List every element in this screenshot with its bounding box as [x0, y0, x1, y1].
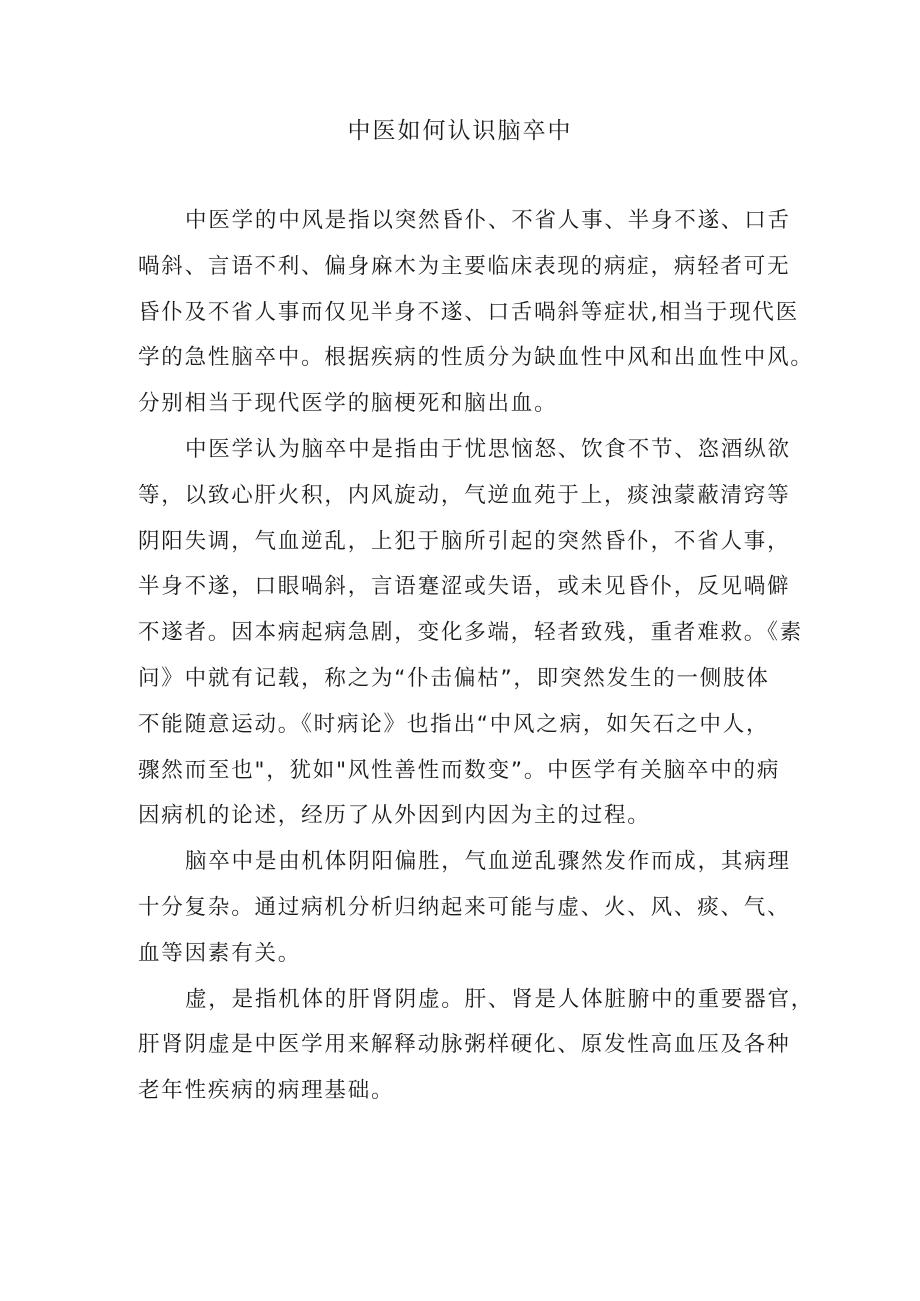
text-line: 中医学认为脑卒中是指由于忧思恼怒、饮食不节、恣酒纵欲	[185, 436, 791, 462]
text-line: 老年性疾病的病理基础。	[138, 1078, 395, 1104]
text-line: 因病机的论述，经历了从外因到内因为主的过程。	[138, 803, 651, 829]
text-line: 阴阳失调，气血逆乱，上犯于脑所引起的突然昏仆，不省人事，	[138, 528, 791, 554]
text-line: 十分复杂。通过病机分析归纳起来可能与虚、火、风、痰、气、	[138, 894, 791, 920]
text-line: 脑卒中是由机体阴阳偏胜，气血逆乱骤然发作而成，其病理	[185, 849, 791, 875]
text-line: 分别相当于现代医学的脑梗死和脑出血。	[138, 391, 558, 417]
text-line: 中医学的中风是指以突然昏仆、不省人事、半身不遂、口舌	[185, 208, 791, 233]
text-line: 虚，是指机体的肝肾阴虚。肝、肾是人体脏腑中的重要器官，	[185, 986, 815, 1012]
document-body	[138, 198, 815, 1114]
text-line: 肝肾阴虚是中医学用来解释动脉粥样硬化、原发性高血压及各种	[138, 1032, 791, 1058]
text-line: 喎斜、言语不利、偏身麻木为主要临床表现的病症，病轻者可无	[138, 253, 791, 279]
document-title: 中医如何认识脑卒中	[347, 118, 573, 144]
text-line: 学的急性脑卒中。根据疾病的性质分为缺血性中风和出血性中风。	[138, 345, 814, 371]
text-line: 半身不遂，口眼喎斜，言语蹇涩或失语，或未见昏仆，反见喎僻	[138, 574, 791, 600]
text-line: 血等因素有关。	[138, 940, 302, 966]
text-line: 昏仆及不省人事而仅见半身不遂、口舌喎斜等症状,相当于现代医	[138, 299, 800, 325]
text-line: 不能随意运动。《时病论》也指出“中风之病，如矢石之中人，	[138, 711, 770, 737]
text-line: 骤然而至也"，犹如"风性善性而数变”。中医学有关脑卒中的病	[138, 757, 781, 783]
text-line: 等，以致心肝火积，内风旋动，气逆血苑于上，痰浊蒙蔽清窍等	[138, 482, 791, 508]
text-line: 不遂者。因本病起病急剧，变化多端，轻者致残，重者难救。《素	[138, 620, 803, 646]
text-line: 问》中就有记载，称之为“仆击偏枯”，即突然发生的一侧肢体	[138, 665, 770, 691]
